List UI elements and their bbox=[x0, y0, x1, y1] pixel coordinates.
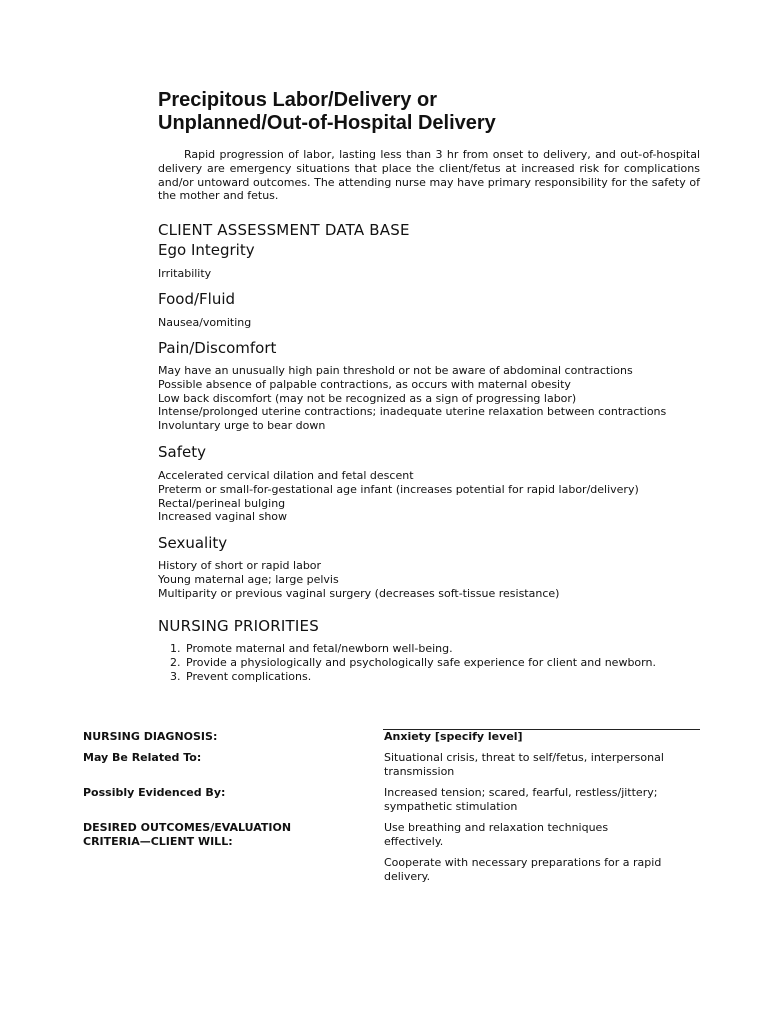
assessment-heading: CLIENT ASSESSMENT DATA BASE bbox=[158, 221, 410, 239]
section-heading-sexuality: Sexuality bbox=[158, 534, 228, 552]
section-items-sexuality bbox=[158, 559, 718, 600]
outcome-item bbox=[384, 856, 700, 884]
list-item: Intense/prolonged uterine contractions; inadequate uterine relaxation between contractions bbox=[158, 405, 667, 419]
outcome-line: effectively. bbox=[384, 834, 444, 848]
priority-text: Provide a physiologically and psychologically safe experience for client and newborn. bbox=[186, 655, 656, 669]
outcome-line: Use breathing and relaxation techniques bbox=[384, 821, 609, 834]
evidenced-by-line: Increased tension; scared, fearful, restless/jittery; bbox=[384, 786, 658, 799]
list-item: Accelerated cervical dilation and fetal descent bbox=[158, 469, 414, 482]
nursing-diagnosis-value: Anxiety [specify level] bbox=[384, 730, 523, 743]
section-items-safety bbox=[158, 469, 718, 524]
desired-outcomes-label-line: DESIRED OUTCOMES/EVALUATION bbox=[83, 821, 292, 834]
related-to-label: May Be Related To: bbox=[83, 751, 202, 764]
list-item: Increased vaginal show bbox=[158, 510, 288, 524]
title-line-1: Precipitous Labor/Delivery or bbox=[158, 89, 437, 111]
evidenced-by-value bbox=[384, 786, 700, 814]
section-heading-safety: Safety bbox=[158, 443, 206, 461]
related-to-value bbox=[384, 751, 700, 779]
list-item: Nausea/vomiting bbox=[158, 316, 252, 329]
outcome-item bbox=[384, 821, 700, 849]
section-items-food-fluid bbox=[158, 316, 718, 330]
list-item: Involuntary urge to bear down bbox=[158, 419, 326, 433]
section-heading-pain-discomfort: Pain/Discomfort bbox=[158, 339, 277, 357]
title-line-2: Unplanned/Out-of-Hospital Delivery bbox=[158, 112, 496, 134]
desired-outcomes-label-line: CRITERIA—CLIENT WILL: bbox=[83, 834, 233, 848]
priority-item bbox=[170, 655, 746, 670]
priorities-heading: NURSING PRIORITIES bbox=[158, 617, 319, 635]
intro-paragraph: Rapid progression of labor, lasting less than 3 hr from onset to delivery, and out-of-hospital delivery are emergency situations that place the client/fetus at increased risk for complications and/or untoward outcomes. The attending nurse may have primary responsibility for the safety of the mother and fetus. bbox=[158, 148, 700, 203]
priority-text: Promote maternal and fetal/newborn well-being. bbox=[186, 642, 453, 655]
desired-outcomes-label bbox=[83, 821, 343, 849]
priority-number: 2. bbox=[170, 655, 181, 669]
section-heading-ego-integrity: Ego Integrity bbox=[158, 241, 255, 259]
list-item: History of short or rapid labor bbox=[158, 559, 322, 572]
section-heading-food-fluid: Food/Fluid bbox=[158, 290, 236, 308]
list-item: Young maternal age; large pelvis bbox=[158, 572, 339, 586]
nursing-diagnosis-label: NURSING DIAGNOSIS: bbox=[83, 730, 218, 743]
evidenced-by-line: sympathetic stimulation bbox=[384, 799, 518, 813]
related-to-line: Situational crisis, threat to self/fetus, interpersonal bbox=[384, 751, 664, 764]
list-item: Rectal/perineal bulging bbox=[158, 496, 286, 510]
priorities-list bbox=[158, 642, 746, 683]
outcome-line: delivery. bbox=[384, 869, 431, 883]
related-to-line: transmission bbox=[384, 764, 455, 778]
list-item: May have an unusually high pain threshold or not be aware of abdominal contractions bbox=[158, 364, 633, 377]
outcome-line: Cooperate with necessary preparations for a rapid bbox=[384, 856, 662, 869]
priority-number: 3. bbox=[170, 669, 181, 683]
section-items-ego-integrity bbox=[158, 267, 718, 281]
priority-number: 1. bbox=[170, 642, 181, 655]
section-items-pain-discomfort bbox=[158, 364, 718, 433]
list-item: Irritability bbox=[158, 267, 212, 280]
priority-item bbox=[170, 669, 746, 684]
page-title bbox=[158, 89, 718, 135]
list-item: Possible absence of palpable contractions, as occurs with maternal obesity bbox=[158, 377, 571, 391]
list-item: Low back discomfort (may not be recognized as a sign of progressing labor) bbox=[158, 391, 577, 405]
priority-text: Prevent complications. bbox=[186, 669, 312, 683]
priority-item bbox=[170, 642, 746, 656]
list-item: Multiparity or previous vaginal surgery (decreases soft-tissue resistance) bbox=[158, 586, 560, 600]
evidenced-by-label: Possibly Evidenced By: bbox=[83, 786, 226, 799]
list-item: Preterm or small-for-gestational age infant (increases potential for rapid labor/delivery) bbox=[158, 482, 639, 496]
